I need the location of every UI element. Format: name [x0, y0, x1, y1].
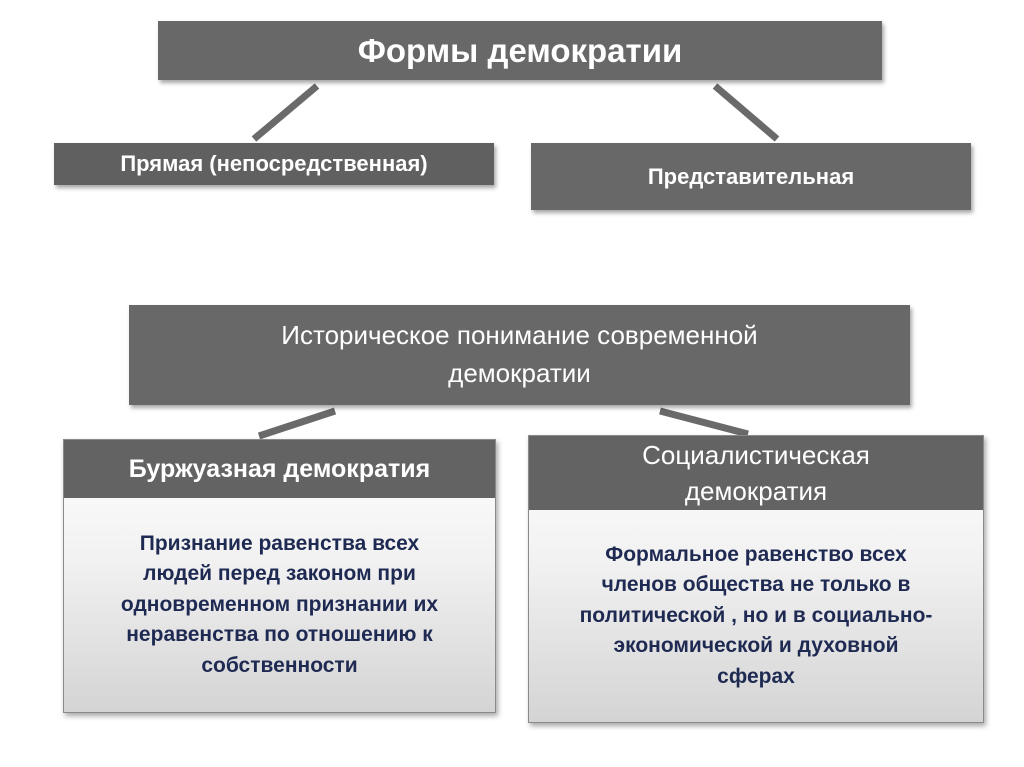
socialist-democracy-text: Формальное равенство всех членов общества не только в политической , но и в социально- экономической и духовной сферах: [579, 542, 933, 688]
diagram-title: Формы демократии: [357, 31, 683, 69]
diagram-title-box: [158, 21, 882, 80]
connector-historical-to-socialist: [660, 411, 748, 434]
socialist-democracy-heading-box: [529, 436, 983, 510]
direct-democracy-label: Прямая (непосредственная): [120, 151, 428, 176]
historical-understanding-box: [129, 305, 910, 405]
bourgeois-democracy-body: [64, 498, 495, 712]
connector-historical-to-bourgeois: [259, 411, 335, 436]
socialist-democracy-body: [529, 510, 983, 722]
socialist-democracy-card: [528, 435, 984, 723]
socialist-democracy-heading: Социалистическая демократия: [642, 439, 870, 506]
bourgeois-democracy-heading: Буржуазная демократия: [128, 454, 431, 483]
historical-understanding-label: Историческое понимание современной демократии: [281, 320, 758, 388]
bourgeois-democracy-text: Признание равенства всех людей перед законом при одновременном признании их неравенства по отношению к собственности: [120, 531, 439, 677]
direct-democracy-box: [54, 143, 494, 185]
connector-title-to-direct: [254, 86, 317, 139]
representative-democracy-label: Представительная: [647, 163, 855, 189]
bourgeois-democracy-heading-box: [64, 440, 495, 498]
representative-democracy-box: [531, 143, 971, 210]
connector-title-to-representative: [715, 86, 777, 139]
bourgeois-democracy-card: [63, 439, 496, 713]
